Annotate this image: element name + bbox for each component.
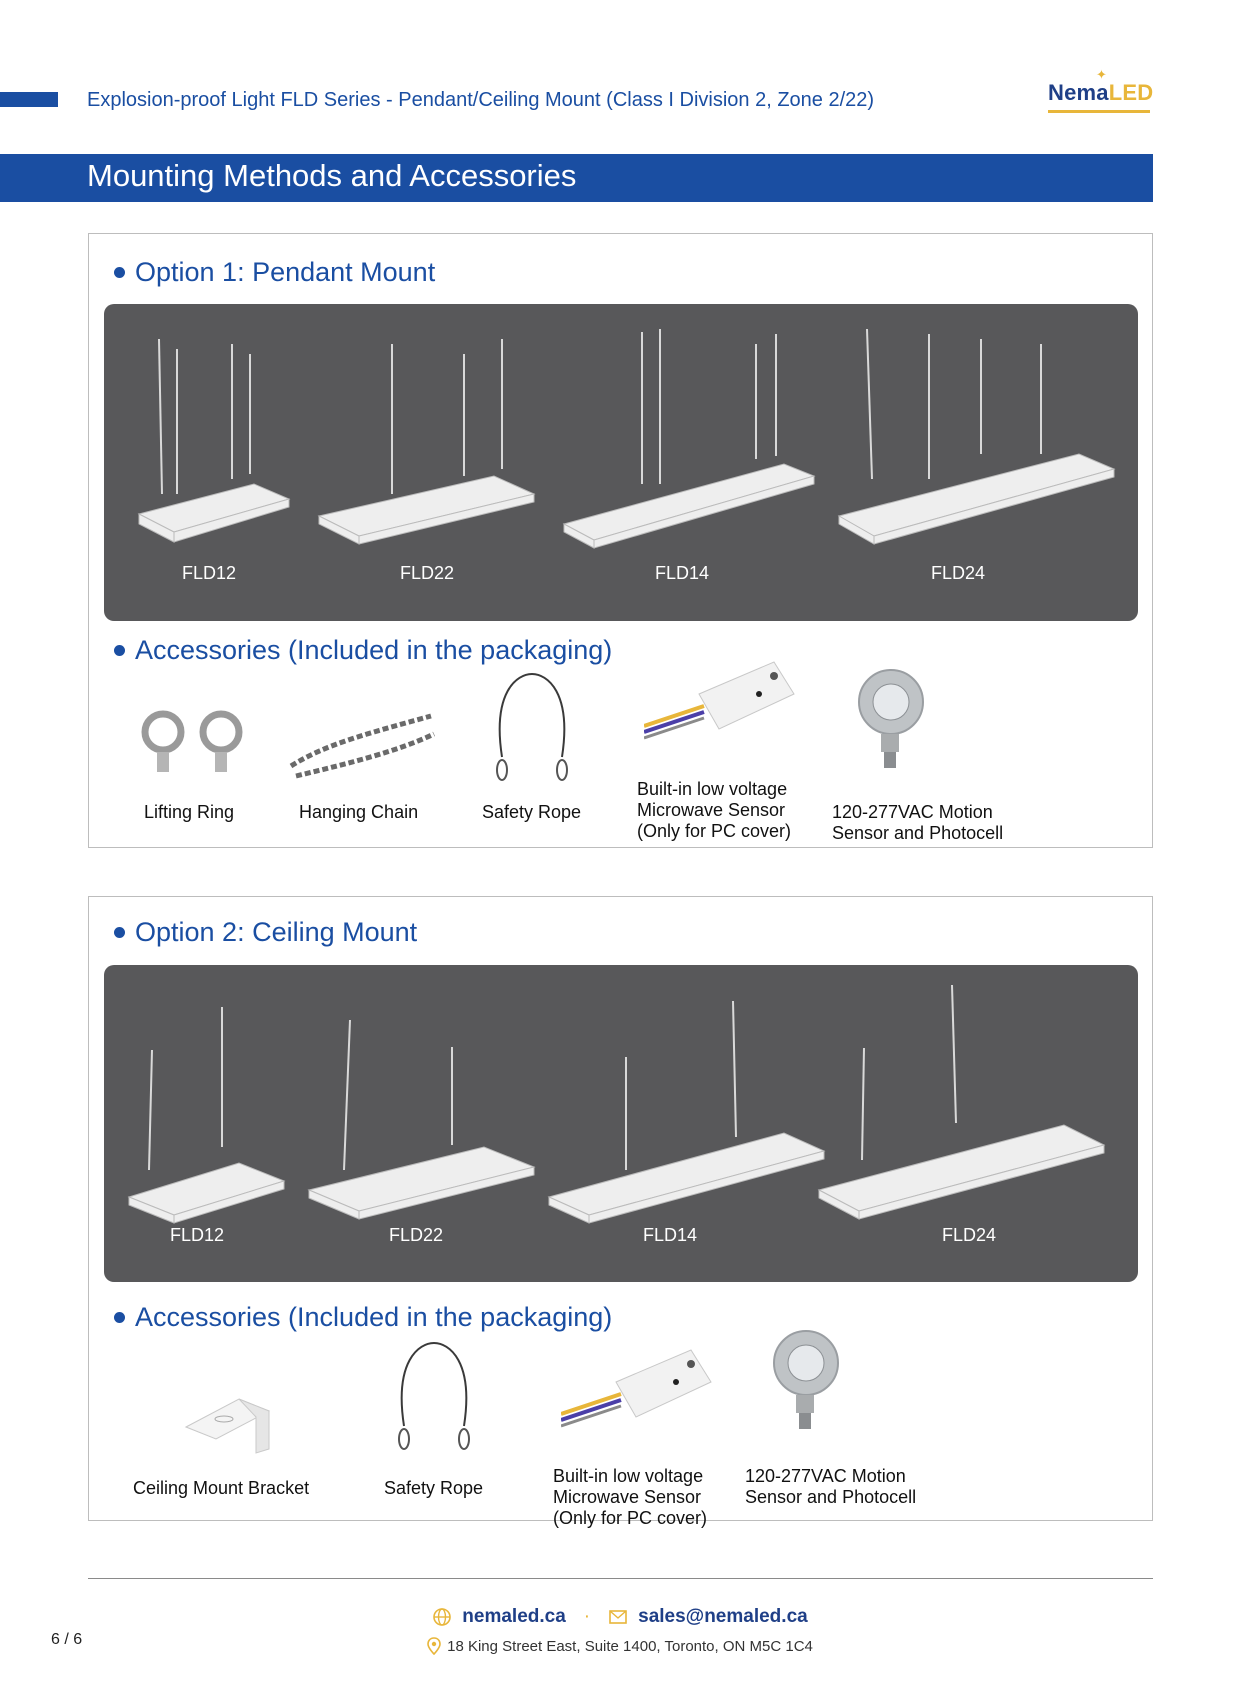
footer-separator: ·: [583, 1606, 591, 1627]
page-number: 6 / 6: [51, 1631, 83, 1648]
logo-spark-icon: ✦: [1096, 67, 1107, 82]
motion-sensor-photocell-icon: [766, 1327, 846, 1437]
fixture-label-fld12: FLD12: [182, 563, 237, 583]
location-pin-icon: [427, 1637, 441, 1655]
fixture-label-fld12: FLD12: [170, 1225, 225, 1245]
fixture-label-fld24: FLD24: [942, 1225, 997, 1245]
bullet-icon: [114, 645, 125, 656]
fixture-label-fld14: FLD14: [643, 1225, 698, 1245]
microwave-sensor-icon: [644, 654, 799, 749]
accessory-label-safety-rope: Safety Rope: [482, 802, 582, 822]
accessory-label-hanging-chain: Hanging Chain: [299, 802, 419, 822]
fixture-label-fld24: FLD24: [931, 563, 986, 583]
brand-logo[interactable]: [1048, 68, 1152, 114]
bullet-icon: [114, 1312, 125, 1323]
bullet-icon: [114, 927, 125, 938]
section-title: Mounting Methods and Accessories: [87, 158, 577, 193]
accessory-label-lifting-ring: Lifting Ring: [144, 802, 235, 822]
document-header-title: Explosion-proof Light FLD Series - Pendant/Ceiling Mount (Class I Division 2, Zone 2/22): [87, 89, 875, 111]
accessory-label-motion-sensor: 120-277VAC Motion Sensor and Photocell: [832, 802, 1004, 843]
option1-heading: Option 1: Pendant Mount: [114, 257, 435, 288]
option2-heading: Option 2: Ceiling Mount: [114, 917, 417, 948]
footer-divider: [88, 1578, 1153, 1579]
safety-rope-icon: [394, 1341, 474, 1456]
ceiling-fixtures-image: [104, 965, 1138, 1282]
accessory-label-ceiling-bracket: Ceiling Mount Bracket: [133, 1478, 310, 1498]
globe-icon: [432, 1607, 452, 1627]
footer-contact: [0, 1606, 1240, 1628]
footer-email-link[interactable]: sales@nemaled.ca: [638, 1606, 808, 1627]
accessory-label-microwave-sensor: Built-in low voltage Microwave Sensor (Only for PC cover): [637, 779, 792, 841]
accessory-label-motion-sensor: 120-277VAC Motion Sensor and Photocell: [745, 1466, 917, 1507]
accessory-label-safety-rope: Safety Rope: [384, 1478, 484, 1498]
hanging-chain-icon: [286, 704, 441, 784]
lifting-ring-icon: [137, 706, 247, 776]
ceiling-mount-bracket-icon: [184, 1387, 279, 1457]
microwave-sensor-icon: [561, 1342, 716, 1437]
motion-sensor-photocell-icon: [851, 666, 931, 776]
footer-website-link[interactable]: nemaled.ca: [462, 1606, 566, 1627]
fixture-label-fld14: FLD14: [655, 563, 710, 583]
logo-underline: [1048, 110, 1150, 113]
footer-address: 18 King Street East, Suite 1400, Toronto, ON M5C 1C4: [447, 1637, 813, 1655]
option2-panel: [88, 896, 1153, 1528]
bullet-icon: [114, 267, 125, 278]
header-accent-bar: [0, 92, 58, 107]
option1-panel: [88, 233, 1153, 848]
pendant-fixtures-image: [104, 304, 1138, 621]
mail-icon: [608, 1607, 628, 1627]
safety-rope-icon: [492, 672, 572, 787]
logo-wordmark: NemaLED: [1048, 80, 1154, 105]
option1-accessories-heading: Accessories (Included in the packaging): [114, 635, 612, 666]
accessory-label-microwave-sensor: Built-in low voltage Microwave Sensor (Only for PC cover): [553, 1466, 708, 1528]
fixture-label-fld22: FLD22: [389, 1225, 444, 1245]
footer-address-row: [0, 1637, 1240, 1655]
option2-accessories-heading: Accessories (Included in the packaging): [114, 1302, 612, 1333]
fixture-label-fld22: FLD22: [400, 563, 455, 583]
